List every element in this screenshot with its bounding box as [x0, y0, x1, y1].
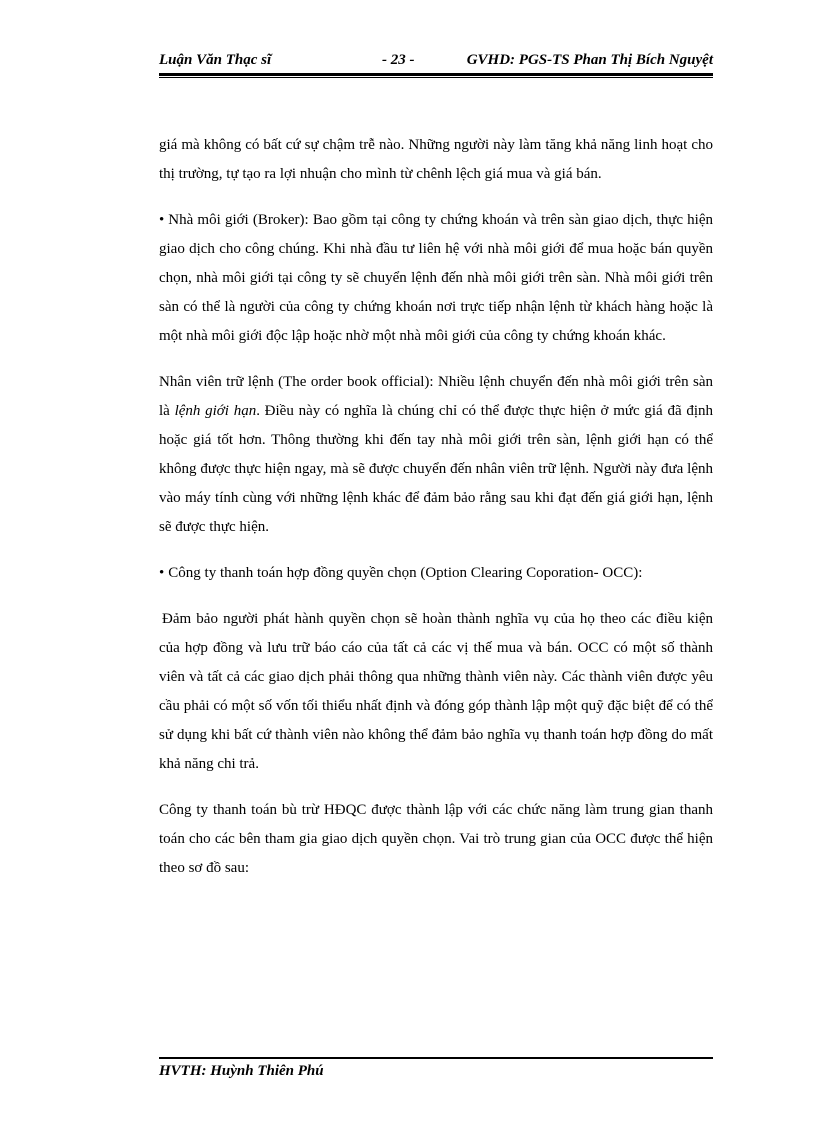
paragraph-occ-heading [159, 559, 713, 588]
footer-rule [159, 1057, 713, 1059]
paragraph-order-book-text-a: Nhân viên trữ lệnh (The order book official): Nhiều lệnh chuyển đến nhà môi giới trên sàn là [159, 374, 713, 419]
supervisor: GVHD: PGS-TS Phan Thị Bích Nguyệt [466, 52, 713, 68]
paragraph-order-book [159, 368, 713, 542]
paragraph-clearing: Công ty thanh toán bù trừ HĐQC được thành lập với các chức năng làm trung gian thanh toán cho các bên tham gia giao dịch quyền chọn. Vai trò trung gian của OCC được thể hiện theo sơ đồ sau: [159, 802, 713, 876]
header-rule [159, 73, 713, 78]
paragraph-occ-heading-text: Công ty thanh toán hợp đồng quyền chọn (Option Clearing Coporation- OCC): [168, 565, 643, 581]
page-number: - 23 - [382, 52, 415, 68]
limit-order-term: lệnh giới hạn [174, 403, 257, 419]
bullet-icon: • [159, 212, 165, 228]
bullet-icon: • [159, 565, 165, 581]
paragraph-broker-text: Nhà môi giới (Broker): Bao gồm tại công ty chứng khoán và trên sàn giao dịch, thực hiện giao dịch cho công chúng. Khi nhà đầu tư liên hệ với nhà môi giới để mua hoặc bán quyền chọn, nhà môi giới tại công ty sẽ chuyển lệnh đến nhà môi giới trên sàn. Nhà môi giới trên sàn có thể là người của công ty chứng khoán nơi trực tiếp nhận lệnh từ khách hàng hoặc là một nhà môi giới độc lập hoặc nhờ một nhà môi giới của công ty chứng khoán khác. [159, 212, 713, 344]
paragraph-order-book-text-b: . Điều này có nghĩa là chúng chỉ có thể được thực hiện ở mức giá đã định hoặc giá tốt hơn. Thông thường khi đến tay nhà môi giới trên sàn, lệnh giới hạn có thể không được thực hiện ngay, mà sẽ được chuyển đến nhân viên trữ lệnh. Người này đưa lệnh vào máy tính cùng với những lệnh khác để đảm bảo rằng sau khi đạt đến giá giới hạn, lệnh sẽ được thực hiện. [159, 403, 713, 535]
paragraph-1: giá mà không có bất cứ sự chậm trễ nào. Những người này làm tăng khả năng linh hoạt cho thị trường, tự tạo ra lợi nhuận cho mình từ chênh lệch giá mua và giá bán. [159, 137, 713, 182]
paragraph-broker [159, 206, 713, 351]
body-text [159, 131, 713, 900]
page-footer: HVTH: Huỳnh Thiên Phú [159, 1063, 324, 1079]
paragraph-occ-duties: Đảm bảo người phát hành quyền chọn sẽ hoàn thành nghĩa vụ của họ theo các điều kiện của hợp đồng và lưu trữ báo cáo của tất cả các vị thế mua và bán. OCC có một số thành viên và tất cả các giao dịch phải thông qua những thành viên này. Các thành viên được yêu cầu phải có một số vốn tối thiểu nhất định và đóng góp thành lập một quỹ đặc biệt để có thể sử dụng khi bất cứ thành viên nào không thể đảm bảo nghĩa vụ thanh toán hợp đồng do mất khả năng chi trả. [159, 611, 713, 772]
thesis-title: Luận Văn Thạc sĩ [159, 52, 272, 68]
